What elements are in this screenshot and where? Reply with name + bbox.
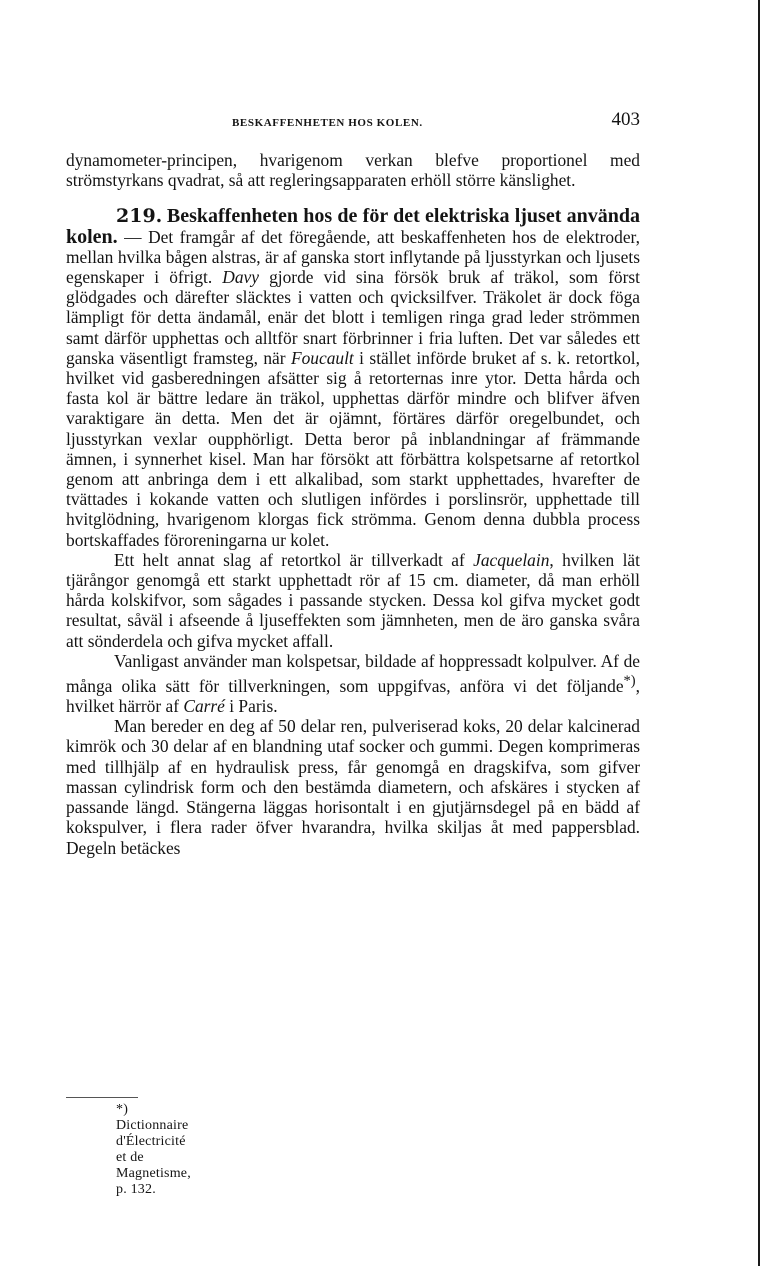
- para4-text-a: Vanligast använder man kolspetsar, bildade af hoppressadt kolpulver. Af de många olika sätt för tillverkningen, som uppgifvas, anföra vi det följande: [66, 650, 640, 696]
- section-text-c: i stället införde bruket af s. k. retortkol, hvilket vid gasberedningen afsätter sig å retorternas inre ytor. Detta hårda och fasta kol är bättre ledare än träkol, upphettas därför mindre och blifver äfven varaktigare än detta. Men det är ojämnt, förtäres därför oregelbundet, och ljusstyrkan vexlar oupphörligt. Detta beror på inblandningar af främmande ämnen, i synnerhet kisel. Man har försökt att förbättra kolspetsarne af retortkol genom att anbringa dem i ett alkalibad, som starkt upphettades, hvarefter de tvättades i kokande vatten och slutligen infördes i porslinsrör, upphettade till hvitglödning, hvarigenom klorgas fick strömma. Genom denna dubbla process bortskaffades föroreningarna ur kolet.: [66, 347, 640, 550]
- para4-text-c: i Paris.: [224, 696, 278, 717]
- name-davy: Davy: [222, 267, 259, 288]
- footnote-marker-ref: *): [623, 673, 636, 690]
- section-dash: —: [117, 226, 149, 247]
- running-title: BESKAFFENHETEN HOS KOLEN.: [232, 117, 423, 129]
- text-block: [66, 150, 640, 858]
- para4-text-b: , hvilket härrör af: [66, 675, 640, 717]
- para3-text-a: Ett helt annat slag af retortkol är tillverkadt af: [114, 549, 474, 570]
- paragraph-deg: Man bereder en deg af 50 delar ren, pulveriserad koks, 20 delar kalcinerad kimrök och 30 delar af en blandning utaf socker och gummi. Degen komprimeras med tillhjälp af en hydraulisk press, får genomgå en dragskifva, som gifver massan cylindrisk form och den bestämda diametern, och afskäres i stycken af passande längd. Stängerna läggas horisontalt i en gjutjärnsdegel på en bädd af kokspulver, i flera rader öfver hvarandra, hvilka skiljas åt med pappersblad. Degeln betäckes: [66, 716, 640, 858]
- section-title: Beskaffenheten hos de för det elektriska ljuset använda kolen.: [66, 205, 640, 248]
- name-foucault: Foucault: [290, 347, 354, 368]
- para3-text-b: , hvilken lät tjärångor genomgå ett starkt upphettadt rör af 15 cm. diameter, då man erhöll hårda kolskifvor, som sågades i passande stycken. Dessa kol gifva mycket godt resultat, såväl i afseende å ljuseffekten som jämnheten, men de äro ganska svåra att sönderdela och gifva mycket affall.: [66, 549, 640, 651]
- section-text-a: Det framgår af det föregående, att beskaffenheten hos de elektroder, mellan hvilka bågen alstras, är af ganska stort inflytande på ljusstyrkan och ljusets egenskaper i öfrigt.: [66, 226, 640, 288]
- paragraph-jacquelain: [66, 550, 640, 651]
- page-edge: [758, 0, 760, 1266]
- footnote-marker: *): [116, 1102, 129, 1117]
- paragraph-kolspetsar: [66, 651, 640, 716]
- paragraph-intro: dynamometer-principen, hvarigenom verkan blefve proportionel med strömstyrkans qvadrat, så att regleringsapparaten erhöll större känslighet.: [66, 150, 640, 191]
- footnote: [116, 1102, 191, 1198]
- section-paragraph: [66, 206, 640, 549]
- section-text-b: gjorde vid sina försök bruk af träkol, som först glödgades och därefter släcktes i vatten och qvicksilfver. Träkolet är dock föga lämpligt för detta ändamål, enär det blott i temligen ringa grad leder strömmen samt därför upphettas och alltför snart förbrinner i fria luften. Det var således ett ganska väsentligt framsteg, när: [66, 267, 640, 368]
- name-carre: Carré: [183, 696, 225, 717]
- running-head: [66, 109, 640, 134]
- footnote-text: Dictionnaire d'Électricité et de Magnetisme, p. 132.: [116, 1118, 191, 1197]
- footnote-rule: [66, 1097, 138, 1098]
- section-number: 219.: [116, 205, 163, 228]
- name-jacquelain: Jacquelain: [473, 549, 550, 570]
- page-number: 403: [611, 109, 640, 130]
